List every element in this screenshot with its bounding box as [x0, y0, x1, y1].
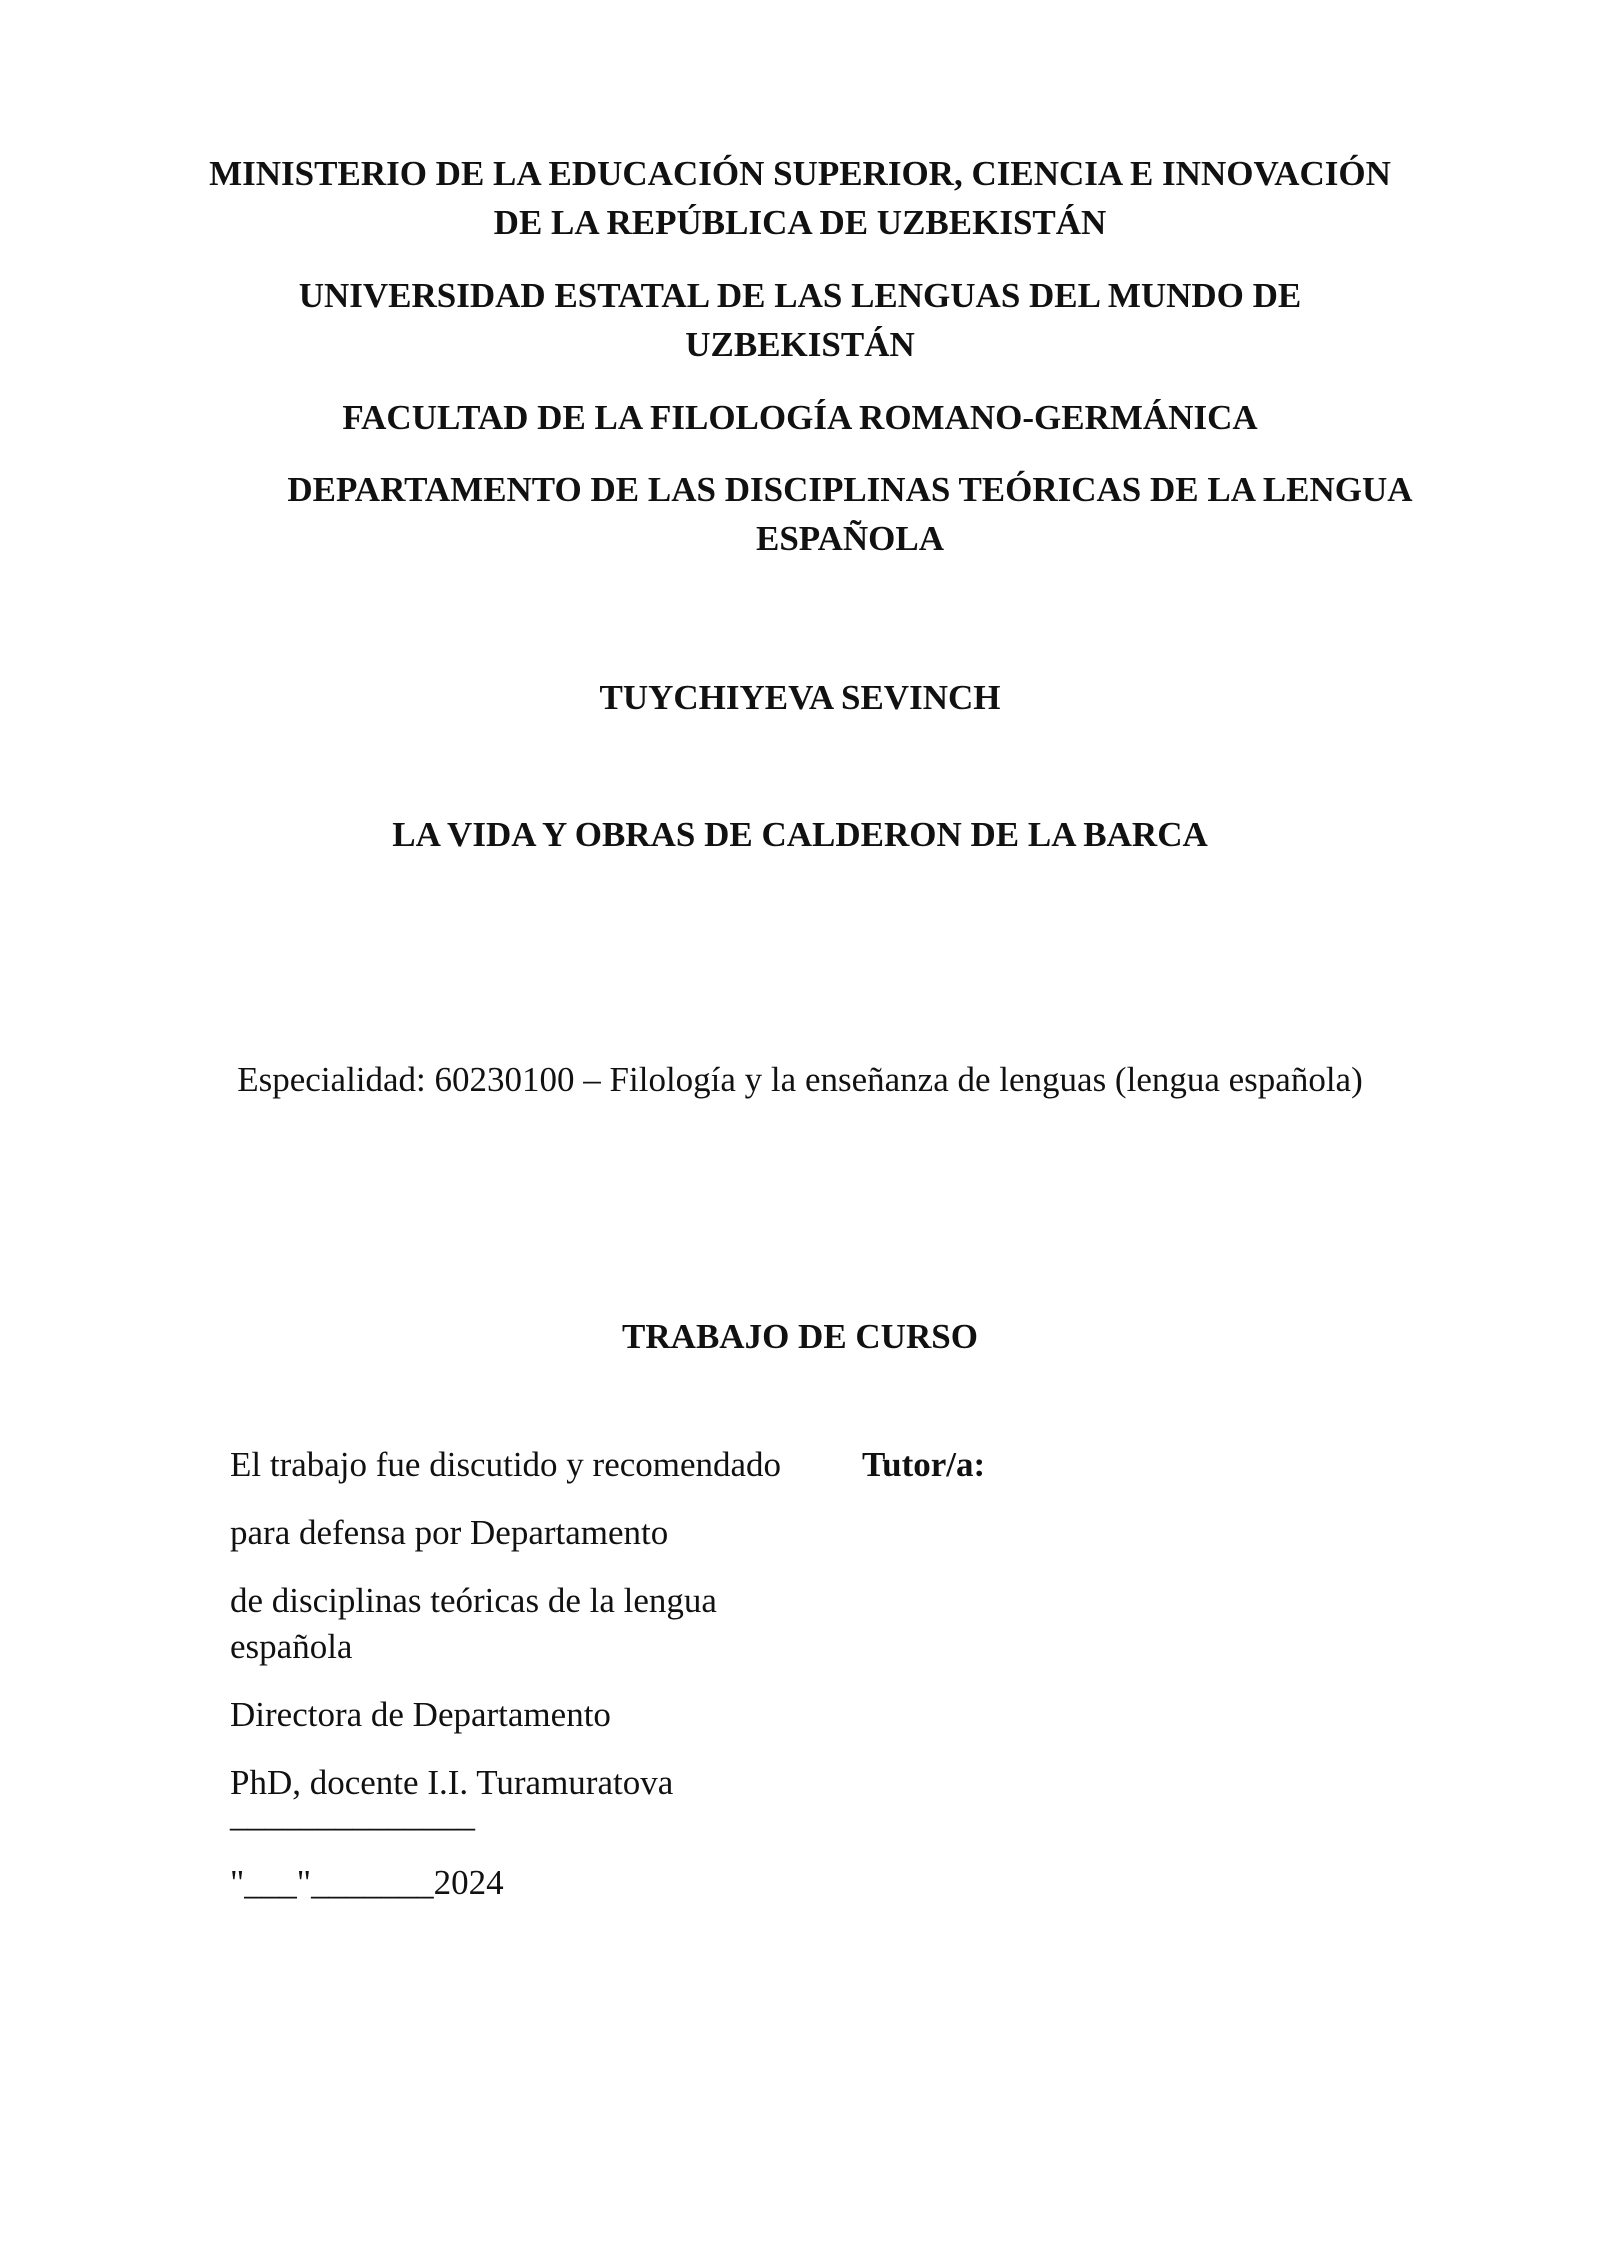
work-type: TRABAJO DE CURSO — [622, 1317, 978, 1356]
tutor-label: Tutor/a: — [862, 1445, 986, 1484]
approval-block — [230, 1442, 830, 1928]
ministry-heading: MINISTERIO DE LA EDUCACIÓN SUPERIOR, CIENCIA E INNOVACIÓN DE LA REPÚBLICA DE UZBEKISTÁN — [209, 154, 1391, 242]
author-name: TUYCHIYEVA SEVINCH — [599, 678, 1001, 717]
signature-line: ______________ — [230, 1795, 475, 1834]
university-heading: UNIVERSIDAD ESTATAL DE LAS LENGUAS DEL MUNDO DE UZBEKISTÁN — [298, 276, 1302, 364]
approval-line-4: Directora de Departamento — [230, 1695, 611, 1734]
approval-line-3: de disciplinas teóricas de la lengua española — [230, 1581, 717, 1666]
approval-line-1: El trabajo fue discutido y recomendado — [230, 1445, 782, 1484]
faculty-heading: FACULTAD DE LA FILOLOGÍA ROMANO-GERMÁNICA — [342, 398, 1258, 437]
specialty-line: Especialidad: 60230100 – Filología y la enseñanza de lenguas (lengua española) — [237, 1060, 1363, 1099]
department-heading: DEPARTAMENTO DE LAS DISCIPLINAS TEÓRICAS DE LA LENGUA ESPAÑOLA — [287, 470, 1413, 558]
approval-line-5: PhD, docente I.I. Turamuratova — [230, 1763, 674, 1802]
thesis-title: LA VIDA Y OBRAS DE CALDERON DE LA BARCA — [392, 815, 1208, 854]
approval-line-2: para defensa por Departamento — [230, 1513, 669, 1552]
date-line: "___"_______2024 — [230, 1863, 504, 1902]
